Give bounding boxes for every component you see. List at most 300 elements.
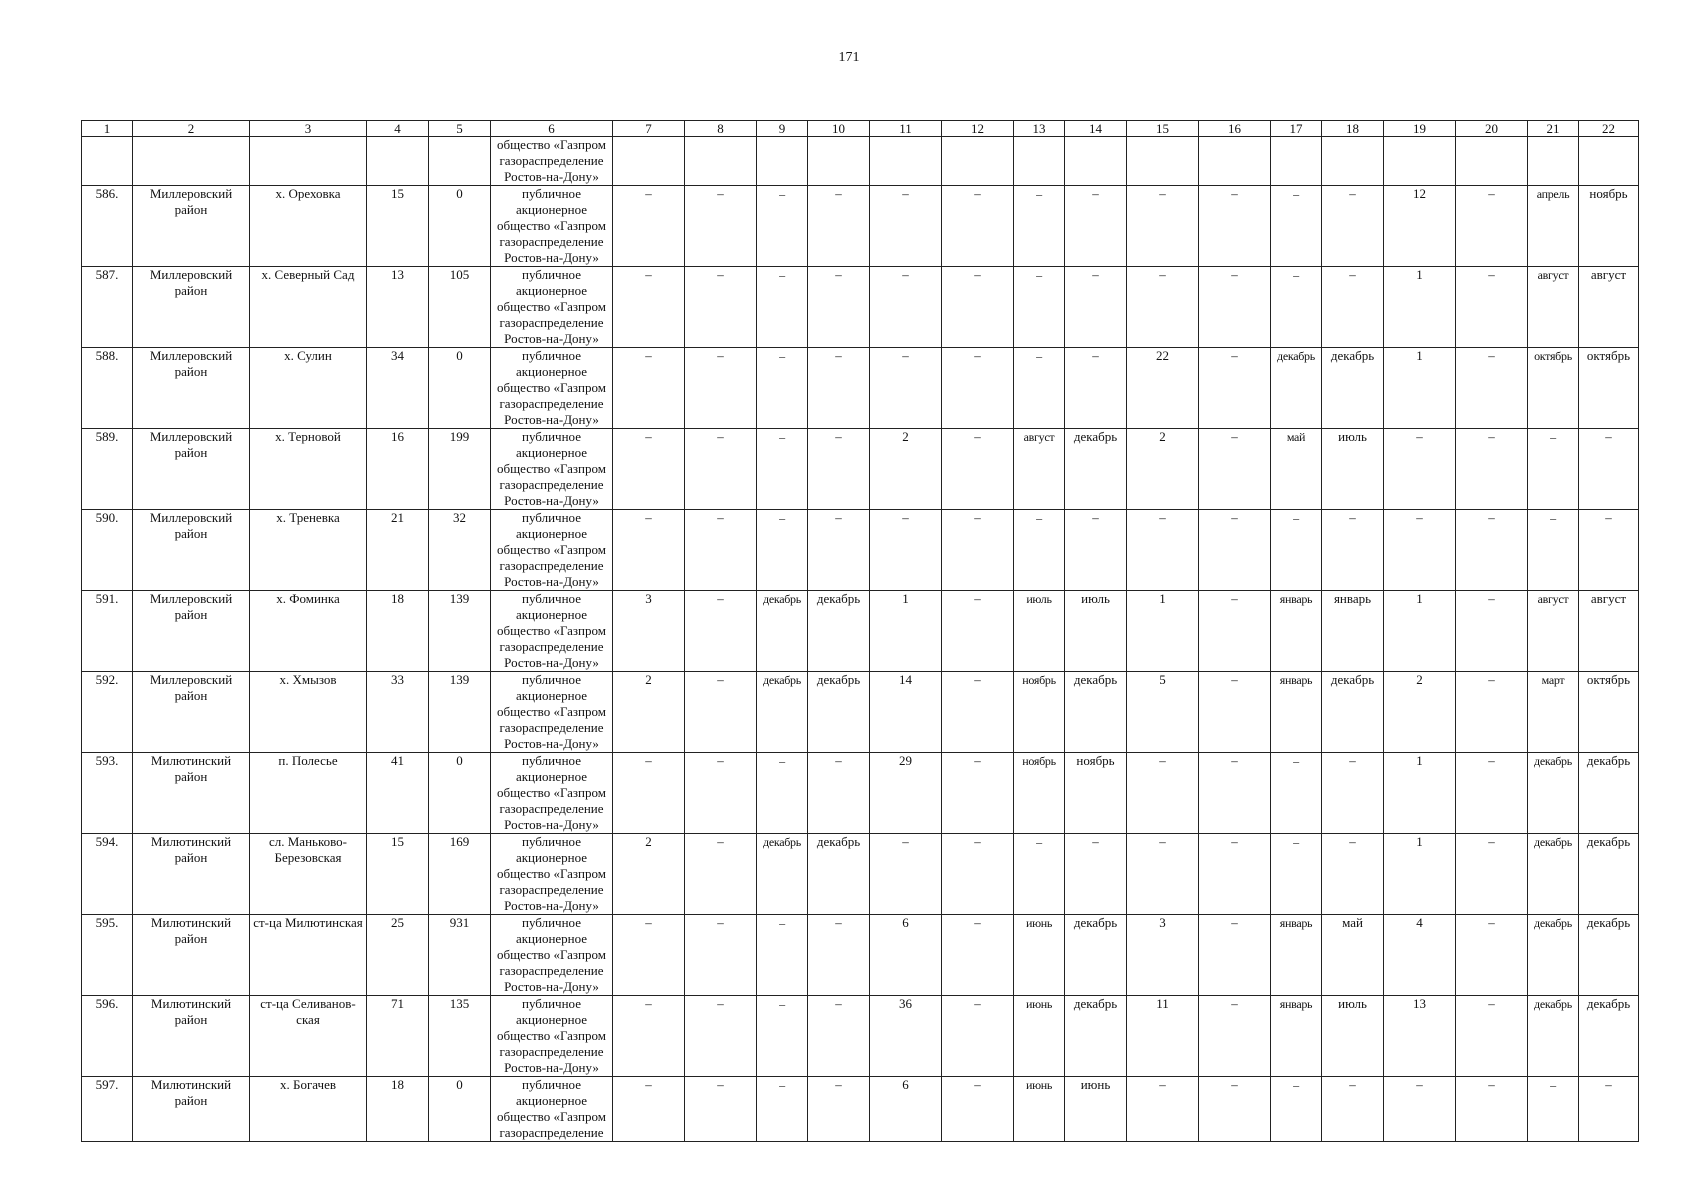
cell-col-16: –	[1199, 915, 1271, 996]
column-header-6: 6	[491, 121, 613, 137]
cell-col-16: –	[1199, 429, 1271, 510]
column-header-2: 2	[133, 121, 250, 137]
cell-col-14: –	[1065, 348, 1127, 429]
cell-col-4: 18	[367, 591, 429, 672]
cell-col-6: общество «Газпром газораспределение Ростов-на-Дону»	[491, 137, 613, 186]
cell-col-19: 1	[1384, 591, 1456, 672]
cell-col-20: –	[1456, 1077, 1528, 1142]
cell-col-5: 0	[429, 348, 491, 429]
cell-col-11: 1	[870, 591, 942, 672]
cell-col-3: ст-ца Селиванов-ская	[250, 996, 367, 1077]
cell-col-12: –	[942, 591, 1014, 672]
cell-col-4: 33	[367, 672, 429, 753]
table-row	[82, 915, 1639, 996]
cell-col-13: ноябрь	[1014, 672, 1065, 753]
cell-col-12: –	[942, 429, 1014, 510]
cell-col-3: сл. Маньково-Березовская	[250, 834, 367, 915]
cell-col-9: –	[757, 429, 808, 510]
cell-col-2	[133, 137, 250, 186]
column-header-11: 11	[870, 121, 942, 137]
cell-col-17: январь	[1271, 996, 1322, 1077]
cell-col-15: 1	[1127, 591, 1199, 672]
table-row	[82, 996, 1639, 1077]
cell-col-1: 594.	[82, 834, 133, 915]
cell-col-17: май	[1271, 429, 1322, 510]
cell-col-11: 14	[870, 672, 942, 753]
cell-col-16: –	[1199, 834, 1271, 915]
cell-col-15: 22	[1127, 348, 1199, 429]
cell-col-10: декабрь	[808, 591, 870, 672]
column-header-20: 20	[1456, 121, 1528, 137]
cell-col-18: декабрь	[1322, 348, 1384, 429]
cell-col-13: –	[1014, 510, 1065, 591]
cell-col-17: январь	[1271, 915, 1322, 996]
cell-col-1: 593.	[82, 753, 133, 834]
cell-col-18: –	[1322, 834, 1384, 915]
cell-col-7: 2	[613, 672, 685, 753]
cell-col-16: –	[1199, 672, 1271, 753]
column-header-5: 5	[429, 121, 491, 137]
cell-col-1: 586.	[82, 186, 133, 267]
cell-col-6: публичное акционерное общество «Газпром газораспределение Ростов-на-Дону»	[491, 510, 613, 591]
cell-col-14: –	[1065, 510, 1127, 591]
cell-col-10: –	[808, 186, 870, 267]
cell-col-1: 589.	[82, 429, 133, 510]
cell-col-20: –	[1456, 834, 1528, 915]
cell-col-6: публичное акционерное общество «Газпром газораспределение Ростов-на-Дону»	[491, 672, 613, 753]
cell-col-8: –	[685, 186, 757, 267]
cell-col-5: 169	[429, 834, 491, 915]
cell-col-12	[942, 137, 1014, 186]
cell-col-18: –	[1322, 510, 1384, 591]
cell-col-5: 32	[429, 510, 491, 591]
cell-col-3: ст-ца Милютинская	[250, 915, 367, 996]
cell-col-19: 12	[1384, 186, 1456, 267]
cell-col-2: Миллеровский район	[133, 348, 250, 429]
cell-col-11: –	[870, 186, 942, 267]
cell-col-11	[870, 137, 942, 186]
cell-col-9: –	[757, 915, 808, 996]
cell-col-11: 2	[870, 429, 942, 510]
cell-col-10: –	[808, 348, 870, 429]
cell-col-20: –	[1456, 672, 1528, 753]
cell-col-13: июнь	[1014, 915, 1065, 996]
cell-col-8: –	[685, 996, 757, 1077]
column-header-19: 19	[1384, 121, 1456, 137]
cell-col-2: Миллеровский район	[133, 267, 250, 348]
cell-col-19: –	[1384, 510, 1456, 591]
cell-col-21: декабрь	[1528, 753, 1579, 834]
cell-col-10: декабрь	[808, 672, 870, 753]
cell-col-3: х. Фоминка	[250, 591, 367, 672]
cell-col-14: декабрь	[1065, 996, 1127, 1077]
cell-col-4: 16	[367, 429, 429, 510]
cell-col-8: –	[685, 753, 757, 834]
cell-col-20: –	[1456, 996, 1528, 1077]
cell-col-3: х. Сулин	[250, 348, 367, 429]
column-header-4: 4	[367, 121, 429, 137]
column-header-18: 18	[1322, 121, 1384, 137]
cell-col-5: 0	[429, 753, 491, 834]
cell-col-13: ноябрь	[1014, 753, 1065, 834]
cell-col-19: 1	[1384, 348, 1456, 429]
cell-col-10: –	[808, 1077, 870, 1142]
cell-col-1: 592.	[82, 672, 133, 753]
cell-col-15: –	[1127, 267, 1199, 348]
cell-col-22: декабрь	[1579, 915, 1639, 996]
cell-col-11: 6	[870, 915, 942, 996]
cell-col-7: –	[613, 996, 685, 1077]
cell-col-15: 2	[1127, 429, 1199, 510]
cell-col-5: 139	[429, 672, 491, 753]
cell-col-2: Милютинский район	[133, 915, 250, 996]
column-header-14: 14	[1065, 121, 1127, 137]
cell-col-22: октябрь	[1579, 348, 1639, 429]
cell-col-7: –	[613, 429, 685, 510]
cell-col-4	[367, 137, 429, 186]
cell-col-11: –	[870, 510, 942, 591]
cell-col-5: 199	[429, 429, 491, 510]
cell-col-5: 0	[429, 1077, 491, 1142]
cell-col-1: 591.	[82, 591, 133, 672]
cell-col-11: –	[870, 834, 942, 915]
cell-col-1: 596.	[82, 996, 133, 1077]
cell-col-9: –	[757, 267, 808, 348]
cell-col-20: –	[1456, 591, 1528, 672]
cell-col-19: 1	[1384, 267, 1456, 348]
cell-col-11: 29	[870, 753, 942, 834]
cell-col-16: –	[1199, 591, 1271, 672]
cell-col-16	[1199, 137, 1271, 186]
cell-col-5: 931	[429, 915, 491, 996]
cell-col-15: –	[1127, 1077, 1199, 1142]
cell-col-10: декабрь	[808, 834, 870, 915]
cell-col-15: 3	[1127, 915, 1199, 996]
column-header-3: 3	[250, 121, 367, 137]
cell-col-4: 15	[367, 186, 429, 267]
cell-col-6: публичное акционерное общество «Газпром газораспределение	[491, 1077, 613, 1142]
table-row	[82, 510, 1639, 591]
cell-col-19: 4	[1384, 915, 1456, 996]
cell-col-14: декабрь	[1065, 429, 1127, 510]
cell-col-7: –	[613, 1077, 685, 1142]
column-number-header	[82, 121, 1639, 137]
cell-col-2: Миллеровский район	[133, 186, 250, 267]
cell-col-9: –	[757, 996, 808, 1077]
cell-col-8: –	[685, 672, 757, 753]
cell-col-17: –	[1271, 834, 1322, 915]
cell-col-19: 13	[1384, 996, 1456, 1077]
cell-col-3: х. Терновой	[250, 429, 367, 510]
cell-col-21: –	[1528, 1077, 1579, 1142]
cell-col-16: –	[1199, 1077, 1271, 1142]
cell-col-21: –	[1528, 510, 1579, 591]
cell-col-12: –	[942, 753, 1014, 834]
column-header-10: 10	[808, 121, 870, 137]
cell-col-8: –	[685, 915, 757, 996]
cell-col-22: декабрь	[1579, 753, 1639, 834]
cell-col-18: декабрь	[1322, 672, 1384, 753]
table-row	[82, 429, 1639, 510]
cell-col-8: –	[685, 348, 757, 429]
column-header-9: 9	[757, 121, 808, 137]
cell-col-18	[1322, 137, 1384, 186]
cell-col-7: –	[613, 510, 685, 591]
cell-col-1: 588.	[82, 348, 133, 429]
cell-col-5: 135	[429, 996, 491, 1077]
cell-col-14: –	[1065, 267, 1127, 348]
cell-col-14: ноябрь	[1065, 753, 1127, 834]
cell-col-9: декабрь	[757, 672, 808, 753]
cell-col-17: –	[1271, 186, 1322, 267]
cell-col-13: июнь	[1014, 1077, 1065, 1142]
cell-col-22: декабрь	[1579, 834, 1639, 915]
cell-col-10: –	[808, 996, 870, 1077]
cell-col-3: х. Хмызов	[250, 672, 367, 753]
cell-col-8: –	[685, 429, 757, 510]
cell-col-21: –	[1528, 429, 1579, 510]
cell-col-15: 5	[1127, 672, 1199, 753]
cell-col-2: Милютинский район	[133, 1077, 250, 1142]
cell-col-12: –	[942, 348, 1014, 429]
cell-col-13: июль	[1014, 591, 1065, 672]
cell-col-7: 2	[613, 834, 685, 915]
cell-col-12: –	[942, 834, 1014, 915]
column-header-1: 1	[82, 121, 133, 137]
cell-col-17: –	[1271, 1077, 1322, 1142]
cell-col-6: публичное акционерное общество «Газпром газораспределение Ростов-на-Дону»	[491, 834, 613, 915]
cell-col-14: июль	[1065, 591, 1127, 672]
cell-col-6: публичное акционерное общество «Газпром газораспределение Ростов-на-Дону»	[491, 267, 613, 348]
cell-col-22: октябрь	[1579, 672, 1639, 753]
cell-col-15	[1127, 137, 1199, 186]
cell-col-17: январь	[1271, 672, 1322, 753]
cell-col-3: х. Треневка	[250, 510, 367, 591]
cell-col-17: –	[1271, 267, 1322, 348]
cell-col-16: –	[1199, 186, 1271, 267]
cell-col-8: –	[685, 591, 757, 672]
cell-col-12: –	[942, 510, 1014, 591]
cell-col-4: 71	[367, 996, 429, 1077]
cell-col-14: –	[1065, 834, 1127, 915]
cell-col-13	[1014, 137, 1065, 186]
cell-col-18: –	[1322, 267, 1384, 348]
cell-col-18: июль	[1322, 429, 1384, 510]
cell-col-21: март	[1528, 672, 1579, 753]
column-header-15: 15	[1127, 121, 1199, 137]
cell-col-3: х. Ореховка	[250, 186, 367, 267]
cell-col-21: август	[1528, 591, 1579, 672]
cell-col-2: Миллеровский район	[133, 429, 250, 510]
cell-col-14	[1065, 137, 1127, 186]
cell-col-7: –	[613, 753, 685, 834]
cell-col-10: –	[808, 510, 870, 591]
cell-col-4: 34	[367, 348, 429, 429]
cell-col-4: 21	[367, 510, 429, 591]
cell-col-2: Миллеровский район	[133, 510, 250, 591]
cell-col-16: –	[1199, 510, 1271, 591]
column-header-17: 17	[1271, 121, 1322, 137]
cell-col-18: –	[1322, 1077, 1384, 1142]
column-header-7: 7	[613, 121, 685, 137]
cell-col-2: Милютинский район	[133, 753, 250, 834]
cell-col-22: август	[1579, 267, 1639, 348]
cell-col-21: декабрь	[1528, 915, 1579, 996]
cell-col-14: –	[1065, 186, 1127, 267]
cell-col-1: 595.	[82, 915, 133, 996]
table-row	[82, 753, 1639, 834]
cell-col-7: –	[613, 267, 685, 348]
cell-col-10	[808, 137, 870, 186]
cell-col-3: х. Северный Сад	[250, 267, 367, 348]
table-row	[82, 672, 1639, 753]
cell-col-15: –	[1127, 510, 1199, 591]
table-row	[82, 348, 1639, 429]
cell-col-21: октябрь	[1528, 348, 1579, 429]
cell-col-20: –	[1456, 348, 1528, 429]
cell-col-8: –	[685, 267, 757, 348]
column-header-12: 12	[942, 121, 1014, 137]
cell-col-10: –	[808, 429, 870, 510]
cell-col-22	[1579, 137, 1639, 186]
cell-col-8: –	[685, 834, 757, 915]
table-row	[82, 267, 1639, 348]
cell-col-18: –	[1322, 753, 1384, 834]
table-row-continuation	[82, 137, 1639, 186]
cell-col-5: 139	[429, 591, 491, 672]
cell-col-20: –	[1456, 753, 1528, 834]
cell-col-8: –	[685, 1077, 757, 1142]
cell-col-12: –	[942, 672, 1014, 753]
cell-col-22: август	[1579, 591, 1639, 672]
cell-col-13: июнь	[1014, 996, 1065, 1077]
cell-col-17: –	[1271, 753, 1322, 834]
cell-col-20: –	[1456, 267, 1528, 348]
cell-col-21: декабрь	[1528, 996, 1579, 1077]
cell-col-22: –	[1579, 1077, 1639, 1142]
cell-col-18: май	[1322, 915, 1384, 996]
cell-col-7	[613, 137, 685, 186]
cell-col-1	[82, 137, 133, 186]
table-row	[82, 591, 1639, 672]
cell-col-6: публичное акционерное общество «Газпром газораспределение Ростов-на-Дону»	[491, 996, 613, 1077]
cell-col-13: –	[1014, 186, 1065, 267]
cell-col-15: –	[1127, 753, 1199, 834]
cell-col-6: публичное акционерное общество «Газпром газораспределение Ростов-на-Дону»	[491, 591, 613, 672]
cell-col-22: ноябрь	[1579, 186, 1639, 267]
cell-col-16: –	[1199, 267, 1271, 348]
cell-col-21: август	[1528, 267, 1579, 348]
cell-col-21	[1528, 137, 1579, 186]
cell-col-6: публичное акционерное общество «Газпром газораспределение Ростов-на-Дону»	[491, 915, 613, 996]
cell-col-4: 41	[367, 753, 429, 834]
column-header-8: 8	[685, 121, 757, 137]
cell-col-12: –	[942, 1077, 1014, 1142]
cell-col-15: 11	[1127, 996, 1199, 1077]
cell-col-18: –	[1322, 186, 1384, 267]
cell-col-11: 36	[870, 996, 942, 1077]
cell-col-10: –	[808, 267, 870, 348]
cell-col-20	[1456, 137, 1528, 186]
cell-col-17: –	[1271, 510, 1322, 591]
cell-col-9	[757, 137, 808, 186]
cell-col-2: Миллеровский район	[133, 591, 250, 672]
cell-col-20: –	[1456, 510, 1528, 591]
cell-col-19: 2	[1384, 672, 1456, 753]
cell-col-1: 590.	[82, 510, 133, 591]
cell-col-13: август	[1014, 429, 1065, 510]
cell-col-6: публичное акционерное общество «Газпром газораспределение Ростов-на-Дону»	[491, 348, 613, 429]
cell-col-1: 587.	[82, 267, 133, 348]
table-row	[82, 1077, 1639, 1142]
cell-col-7: –	[613, 348, 685, 429]
cell-col-21: апрель	[1528, 186, 1579, 267]
cell-col-11: –	[870, 267, 942, 348]
cell-col-11: –	[870, 348, 942, 429]
column-header-16: 16	[1199, 121, 1271, 137]
cell-col-16: –	[1199, 996, 1271, 1077]
cell-col-12: –	[942, 186, 1014, 267]
column-header-13: 13	[1014, 121, 1065, 137]
cell-col-4: 15	[367, 834, 429, 915]
cell-col-17: декабрь	[1271, 348, 1322, 429]
cell-col-5	[429, 137, 491, 186]
cell-col-22: –	[1579, 429, 1639, 510]
cell-col-12: –	[942, 267, 1014, 348]
data-table	[81, 120, 1639, 1142]
cell-col-18: январь	[1322, 591, 1384, 672]
cell-col-4: 18	[367, 1077, 429, 1142]
cell-col-9: декабрь	[757, 834, 808, 915]
cell-col-19: –	[1384, 1077, 1456, 1142]
cell-col-17	[1271, 137, 1322, 186]
cell-col-19	[1384, 137, 1456, 186]
cell-col-7: –	[613, 915, 685, 996]
cell-col-3: п. Полесье	[250, 753, 367, 834]
column-header-21: 21	[1528, 121, 1579, 137]
cell-col-9: –	[757, 510, 808, 591]
cell-col-8: –	[685, 510, 757, 591]
cell-col-14: декабрь	[1065, 672, 1127, 753]
cell-col-8	[685, 137, 757, 186]
cell-col-9: –	[757, 348, 808, 429]
cell-col-15: –	[1127, 186, 1199, 267]
cell-col-1: 597.	[82, 1077, 133, 1142]
cell-col-22: –	[1579, 510, 1639, 591]
cell-col-4: 13	[367, 267, 429, 348]
cell-col-9: декабрь	[757, 591, 808, 672]
cell-col-2: Миллеровский район	[133, 672, 250, 753]
cell-col-12: –	[942, 915, 1014, 996]
cell-col-14: декабрь	[1065, 915, 1127, 996]
cell-col-19: 1	[1384, 834, 1456, 915]
cell-col-6: публичное акционерное общество «Газпром газораспределение Ростов-на-Дону»	[491, 429, 613, 510]
cell-col-9: –	[757, 186, 808, 267]
cell-col-18: июль	[1322, 996, 1384, 1077]
cell-col-13: –	[1014, 267, 1065, 348]
cell-col-3	[250, 137, 367, 186]
table-row	[82, 186, 1639, 267]
cell-col-11: 6	[870, 1077, 942, 1142]
cell-col-13: –	[1014, 348, 1065, 429]
cell-col-10: –	[808, 915, 870, 996]
cell-col-9: –	[757, 753, 808, 834]
cell-col-12: –	[942, 996, 1014, 1077]
cell-col-13: –	[1014, 834, 1065, 915]
cell-col-10: –	[808, 753, 870, 834]
cell-col-19: 1	[1384, 753, 1456, 834]
page-number: 171	[838, 50, 860, 65]
